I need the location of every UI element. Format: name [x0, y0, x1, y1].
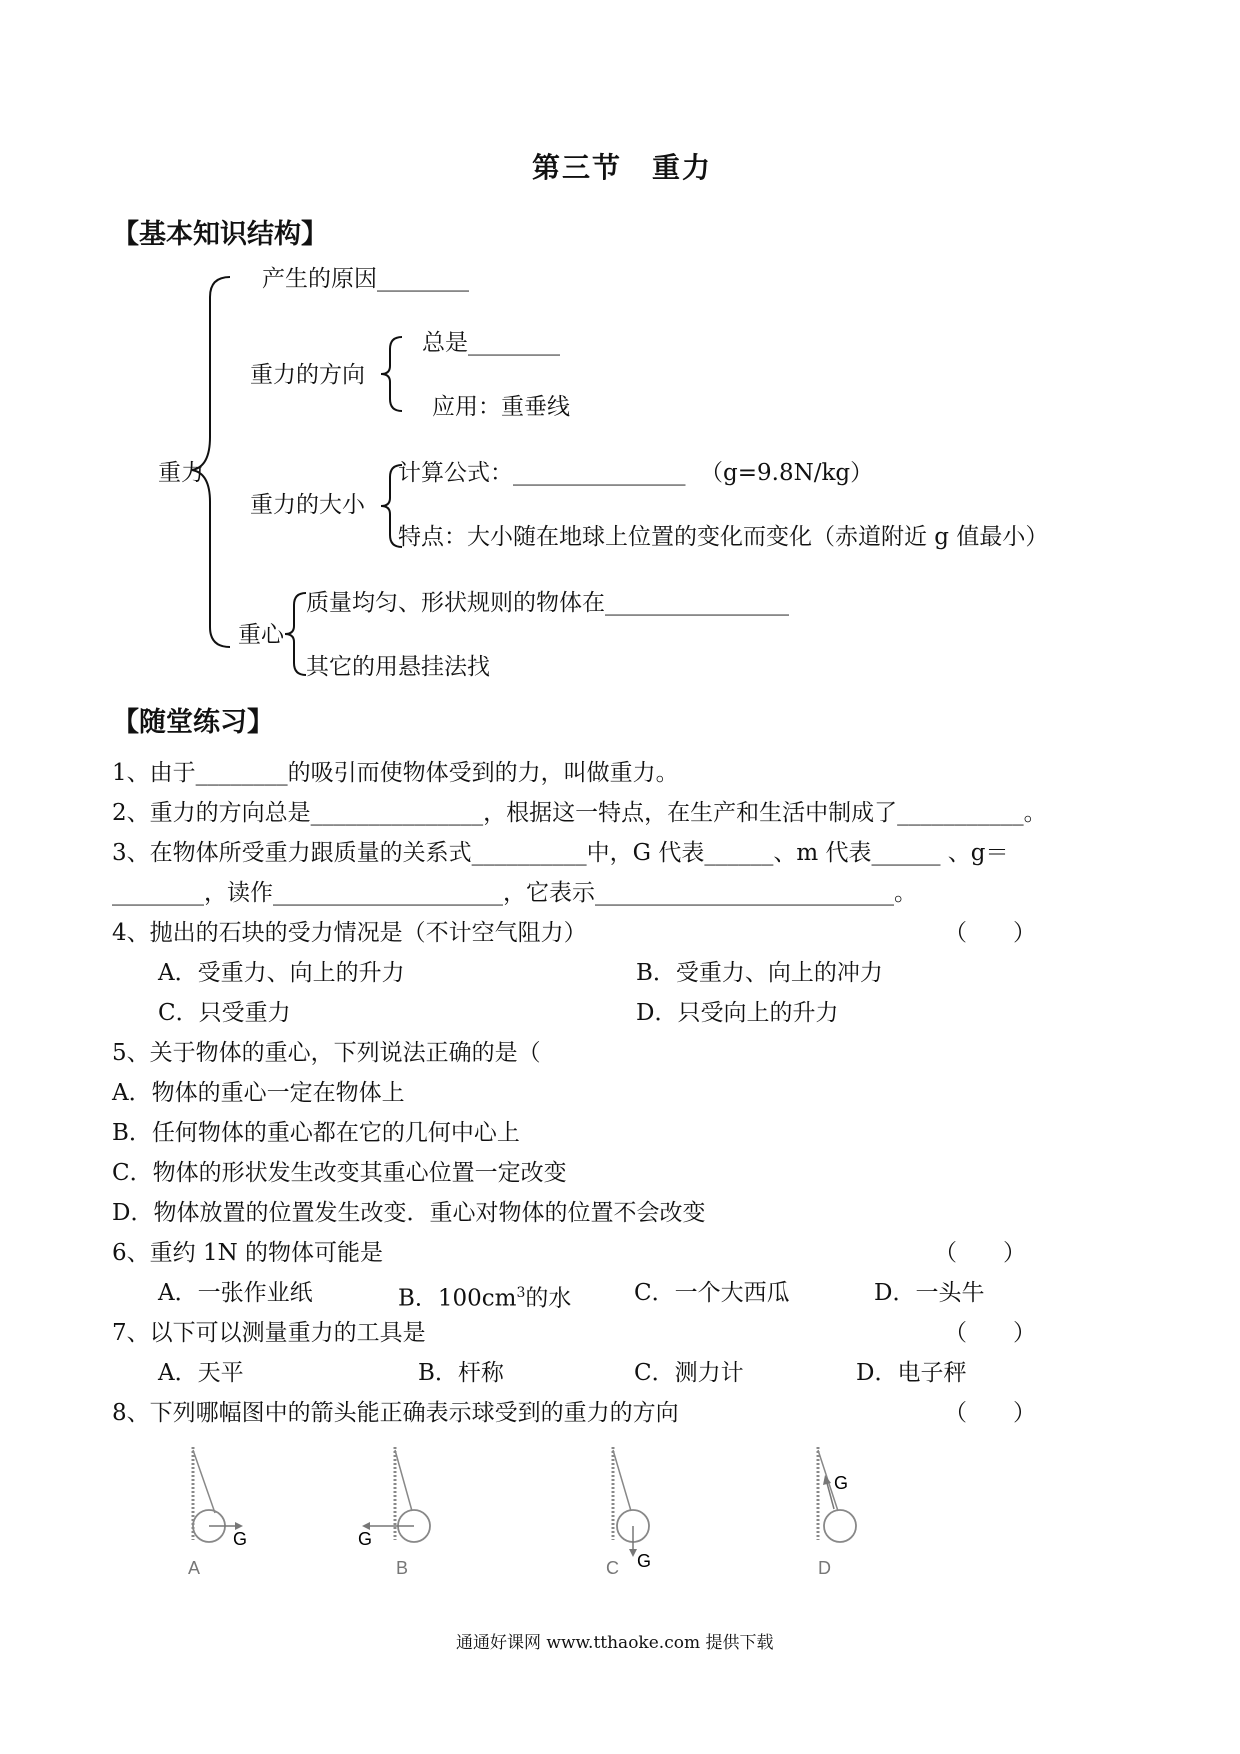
question-3-line1: 3、在物体所受重力跟质量的关系式__________中，G 代表______、m 代表______ 、g＝	[112, 840, 1009, 866]
question-4: 4、抛出的石块的受力情况是（不计空气阻力）	[112, 920, 587, 946]
structure-direction-apply: 应用：重垂线	[432, 394, 570, 420]
section-heading-knowledge: 【基本知识结构】	[112, 219, 328, 250]
question-5-option-d: D．物体放置的位置发生改变．重心对物体的位置不会改变	[112, 1200, 706, 1226]
structure-size-feature: 特点：大小随在地球上位置的变化而变化（赤道附近 g 值最小）	[398, 524, 1049, 550]
page-title: 第三节 重力	[532, 151, 713, 184]
question-8: 8、下列哪幅图中的箭头能正确表示球受到的重力的方向	[112, 1400, 679, 1426]
question-6-answer-paren: （ ）	[934, 1240, 1026, 1266]
question-4-option-d: D．只受向上的升力	[636, 1000, 839, 1026]
question-6-option-b-text: B．100cm	[398, 1285, 517, 1312]
question-4-option-a: A．受重力、向上的升力	[158, 960, 405, 986]
figure-b-diagram	[350, 1445, 440, 1575]
figure-c-force-label: G	[637, 1551, 652, 1571]
figure-b-label: B	[396, 1558, 409, 1578]
direction-brace	[378, 334, 408, 414]
figure-c-label: C	[606, 1558, 619, 1578]
question-6-option-b-suffix: 的水	[525, 1285, 572, 1312]
structure-cog-other: 其它的用悬挂法找	[306, 654, 490, 680]
question-2: 2、重力的方向总是_______________，根据这一特点，在生产和生活中制成了___________。	[112, 800, 1047, 826]
question-7-option-a: A．天平	[158, 1360, 244, 1386]
figure-a-label: A	[188, 1558, 201, 1578]
structure-root: 重力	[158, 460, 204, 486]
section-heading-practice: 【随堂练习】	[112, 707, 274, 738]
question-5-option-a: A．物体的重心一定在物体上	[112, 1080, 405, 1106]
question-7-option-c: C．测力计	[634, 1360, 744, 1386]
question-6-option-c: C．一个大西瓜	[634, 1280, 790, 1306]
question-5-option-b: B．任何物体的重心都在它的几何中心上	[112, 1120, 520, 1146]
structure-size-label: 重力的大小	[250, 492, 365, 518]
question-4-option-b: B．受重力、向上的冲力	[636, 960, 883, 986]
structure-cog-label: 重心	[238, 622, 284, 648]
question-3-line2: ________，读作____________________，它表示__________________________。	[112, 880, 917, 906]
structure-direction-label: 重力的方向	[250, 362, 365, 388]
figure-d-diagram	[800, 1445, 890, 1575]
question-6-option-b-exponent: 3	[516, 1285, 526, 1301]
question-1: 1、由于________的吸引而使物体受到的力，叫做重力。	[112, 760, 679, 786]
question-6-option-d: D．一头牛	[874, 1280, 985, 1306]
question-7: 7、以下可以测量重力的工具是	[112, 1320, 426, 1346]
question-8-answer-paren: （ ）	[944, 1400, 1036, 1426]
figure-b-force-label: G	[358, 1529, 373, 1549]
question-7-option-d: D．电子秤	[856, 1360, 967, 1386]
question-6-option-a: A．一张作业纸	[158, 1280, 313, 1306]
question-4-option-c: C．只受重力	[158, 1000, 291, 1026]
figure-a-force-label: G	[233, 1529, 248, 1549]
structure-cause: 产生的原因________	[262, 266, 469, 292]
question-4-answer-paren: （ ）	[944, 920, 1036, 946]
question-5: 5、关于物体的重心，下列说法正确的是（	[112, 1040, 541, 1066]
structure-size-g: （g=9.8N/kg）	[700, 460, 874, 486]
question-7-answer-paren: （ ）	[944, 1320, 1036, 1346]
question-6: 6、重约 1N 的物体可能是	[112, 1240, 384, 1266]
page-footer: 通通好课网 www.tthaoke.com 提供下载	[456, 1633, 774, 1653]
question-6-option-b	[398, 1278, 571, 1314]
structure-direction-always: 总是________	[422, 330, 560, 356]
figure-d-label: D	[818, 1558, 831, 1578]
figure-a-diagram	[175, 1445, 265, 1575]
structure-cog-uniform: 质量均匀、形状规则的物体在________________	[306, 590, 789, 616]
figure-c-diagram	[595, 1445, 685, 1575]
question-7-option-b: B．杆称	[418, 1360, 504, 1386]
question-5-option-c: C．物体的形状发生改变其重心位置一定改变	[112, 1160, 567, 1186]
figure-d-force-label: G	[834, 1473, 849, 1493]
structure-size-formula: 计算公式：_______________	[398, 460, 686, 486]
